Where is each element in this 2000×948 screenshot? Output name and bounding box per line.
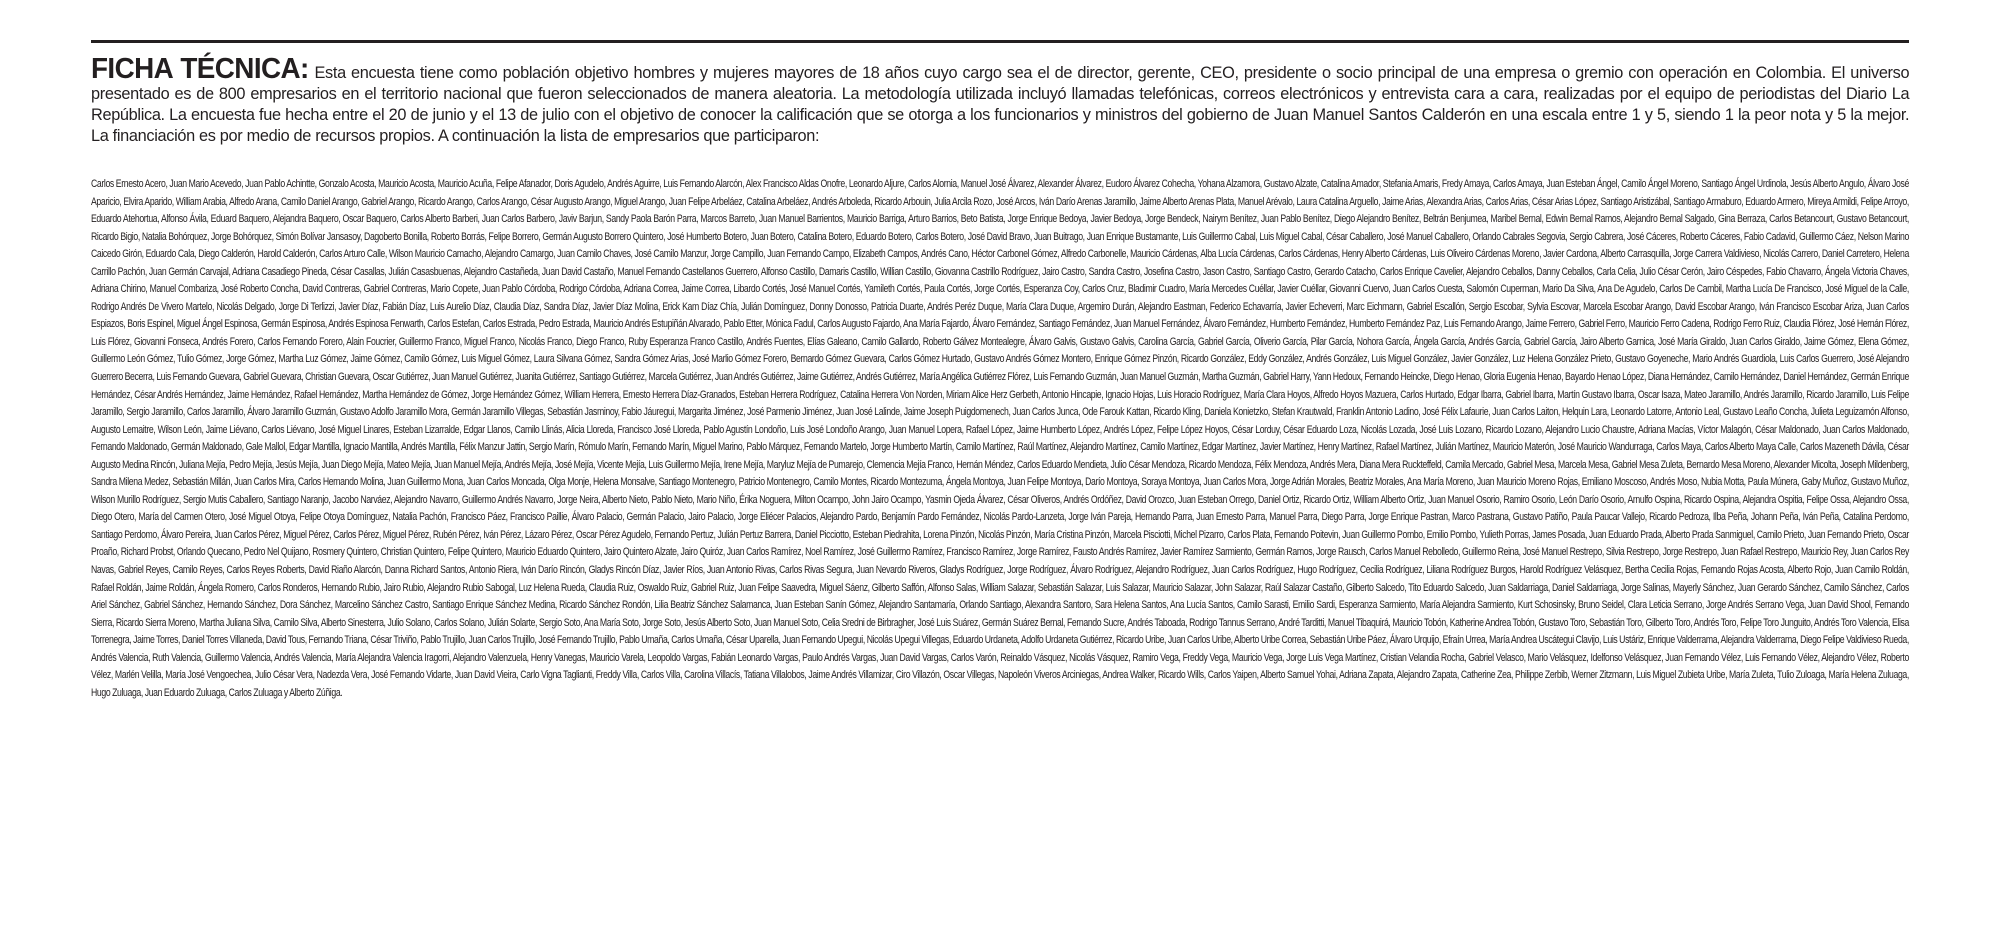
top-divider [91, 40, 1909, 43]
ficha-tecnica-paragraph [91, 53, 1910, 146]
participants-list: Carlos Ernesto Acero, Juan Mario Acevedo, Juan Pablo Achintte, Gonzalo Acosta, Mauricio Acosta, Mauricio Acuña, Felipe Afanador, Doris Agudelo, Andrés Aguirre, Luis Fernando Alarcón, Alex Francisco Aldas Onofre, Leonardo Aljure, Carlos Alornia, Manuel José Álvarez, Alexander Álvarez, Eudoro Álvarez Cohecha, Yohana Alzamora, Gustavo Alzate, Catalina Amador, Stefania Amaris, Fredy Amaya, Carlos Amaya, Juan Esteban Ángel, Camilo Ángel Moreno, Santiago Ángel Urdinola, Jesús Alberto Angulo, Álvaro José Aparicio, Elvira Aparido, William Arabia, Alfredo Arana, Camilo Daniel Arango, Gabriel Arango, Ricardo Arango, Carlos Arango, César Augusto Arango, Miguel Arango, Juan Felipe Arbeláez, Catalina Arbeláez, Andrés Arboleda, Ricardo Arbouin, Julia Arcila Rozo, José Arcos, Iván Darío Arenas Jaramillo, Jaime Alberto Arenas Plata, Manuel Arévalo, Laura Catalina Arguello, Jaime Arias, Alexandra Arias, Carlos Arias, César Arias López, Santiago Aristizábal, Santiago Armaburo, Eduardo Armero, Mireya Armildi, Felipe Arroyo, Eduardo Atehortua, Alfonso Ávila, Eduard Baquero, Alejandra Baquero, Oscar Baquero, Carlos Alberto Barberi, Juan Carlos Barbero, Javiv Barjun, Sandy Paola Barón Parra, Marcos Barreto, Juan Manuel Barrientos, Mauricio Barriga, Arturo Barrios, Beto Batista, Jorge Enrique Bedoya, Javier Bedoya, Jorge Bendeck, Nairym Benítez, Juan Pablo Benítez, Diego Alejandro Benítez, Beltrán Benjumea, Maribel Bernal, Edwin Bernal Ramos, Alejandro Bernal Salgado, Gina Berraza, Carlos Betancourt, Gustavo Betancourt, Ricardo Bigio, Natalia Bohórquez, Jorge Bohórquez, Simón Bolívar Jansasoy, Dagoberto Bonilla, Roberto Borrás, Felipe Borrero, Germán Augusto Borrero Quintero, José Humberto Botero, Juan Botero, Catalina Botero, Eduardo Botero, Carlos Botero, José David Bravo, Juan Buitrago, Juan Enrique Bustamante, Luis Guillermo Cabal, Luis Miguel Cabal, César Caballero, José Manuel Caballero, Orlando Cabrales Segovia, Sergio Cabrera, José Cáceres, Roberto Cáceres, Fabio Cadavid, Guillermo Cáez, Nelson Marino Caicedo Girón, Eduardo Cala, Diego Calderón, Harold Calderón, Carlos Arturo Calle, Wilson Mauricio Camacho, Alejandro Camargo, Juan Camilo Chaves, José Camilo Manzur, Jorge Campillo, Juan Fernando Campo, Elizabeth Campos, Andrés Cano, Héctor Carbonel Gómez, Alfredo Carbonelle, Mauricio Cárdenas, Alba Lucía Cárdenas, Carlos Cárdenas, Henry Alberto Cárdenas, Luis Oliveiro Cárdenas Moreno, Javier Cardona, Alberto Carrasquilla, Jorge Carrera Valdivieso, Nicolás Carrero, Daniel Carretero, Helena Carrillo Pachón, Juan Germán Carvajal, Adriana Casadiego Pineda, César Casallas, Julián Casasbuenas, Alejandro Castañeda, Juan David Castaño, Manuel Fernando Castellanos Guerrero, Alfonso Castillo, Damaris Castillo, Willian Castillo, Giovanna Castrillo Rodríguez, Jairo Castro, Sandra Castro, Josefina Castro, Jason Castro, Santiago Castro, Gerardo Catacho, Carlos Enrique Cavelier, Alejandro Ceballos, Danny Ceballos, Carla Celia, Julio César Cerón, Jairo Céspedes, Fabio Chavarro, Ángela Victoria Chaves, Adriana Chirino, Manuel Combariza, José Roberto Concha, David Contreras, Gabriel Contreras, Mario Copete, Juan Pablo Córdoba, Rodrigo Córdoba, Adriana Correa, Jaime Correa, Libardo Cortés, José Manuel Cortés, Yamileth Cortés, Paula Cortés, Jorge Cortés, Esperanza Coy, Carlos Cruz, Bladimir Cuadro, María Mercedes Cuéllar, Javier Cuéllar, Giovanni Cuervo, Juan Carlos Cuesta, Salomón Cuperman, Mario Da Silva, Ana De Agudelo, Carlos De Cambil, Martha Lucía De Francisco, José Miguel de la Calle, Rodrigo Andrés De Vivero Martelo, Nicolás Delgado, Jorge Di Terlizzi, Javier Díaz, Fabián Díaz, Luis Aurelio Díaz, Claudia Díaz, Sandra Díaz, Javier Díaz Molina, Erick Kam Díaz Chía, Julián Domínguez, Donny Donosso, Patricia Duarte, Andrés Peréz Duque, María Clara Duque, Argemiro Durán, Alejandro Eastman, Federico Echavarría, Javier Echeverri, Marc Eichmann, Gabriel Escallón, Sergio Escobar, Sylvia Escovar, Marcela Escobar Arango, David Escobar Arango, Iván Francisco Escobar Ariza, Juan Carlos Espiazos, Boris Espinel, Miguel Ángel Espinosa, Germán Espinosa, Andrés Espinosa Fenwarth, Carlos Estefan, Carlos Estrada, Pedro Estrada, Mauricio Andrés Estupiñán Alvarado, Pablo Etter, Mónica Fadul, Carlos Augusto Fajardo, Ana María Fajardo, Álvaro Fernández, Santiago Fernández, Juan Manuel Fernández, Álvaro Fernández, Humberto Fernández, Humberto Fernández Paz, Luis Fernando Arango, Jaime Ferrero, Gabriel Ferro, Mauricio Ferro Cadena, Rodrigo Ferro Ruiz, Claudia Flórez, José Hernán Flórez, Luis Flórez, Giovanni Fonseca, Andrés Forero, Carlos Fernando Forero, Alain Foucrier, Guillermo Franco, Miguel Franco, Nicolás Franco, Diego Franco, Ruby Esperanza Franco Castillo, Andrés Fuentes, Elías Galeano, Camilo Gallardo, Roberto Gálvez Montealegre, Álvaro Galvis, Gustavo Galvis, Carolina García, Gabriel García, Oliverio García, Pilar García, Nohora García, Ángela García, Andrés García, Gabriel García, Jairo Alberto Garnica, José María Giraldo, Juan Carlos Giraldo, Jaime Gómez, Elena Gómez, Guillermo León Gómez, Tulio Gómez, Jorge Gómez, Martha Luz Gómez, Jaime Gómez, Camilo Gómez, Luis Miguel Gómez, Laura Silvana Gómez, Sandra Gómez Arias, José Marlio Gómez Forero, Bernardo Gómez Guevara, Carlos Gómez Hurtado, Gustavo Andrés Gómez Montero, Enrique Gómez Pinzón, Ricardo González, Eddy González, Andrés González, Luis Miguel González, Javier González, Luz Helena González Prieto, Gustavo Goyeneche, Mario Andrés Guardiola, Luis Carlos Guerrero, José Alejandro Guerrero Becerra, Luis Fernando Guevara, Gabriel Guevara, Christian Guevara, Oscar Gutiérrez, Juan Manuel Gutiérrez, Juanita Gutiérrez, Santiago Gutiérrez, Marcela Gutiérrez, Juan Andrés Gutiérrez, Jaime Gutiérrez, Andrés Gutiérrez, María Angélica Gutiérrez Flórez, Luis Fernando Guzmán, Juan Manuel Guzmán, Martha Guzmán, Gabriel Harry, Yann Hedoux, Fernando Heincke, Diego Henao, Gloria Eugenia Henao, Bayardo Henao López, Diana Hernández, Camilo Hernández, Daniel Hernández, Germán Enrique Hernández, César Andrés Hernández, Jaime Hernández, Rafael Hernández, Martha Hernández de Gómez, Jorge Hernández Gómez, William Herrera, Ernesto Herrera Díaz-Granados, Esteban Herrera Rodríguez, Catalina Herrera Von Norden, Miriam Alice Herz Gerbeth, Antonio Hincapie, Ignacio Hojas, Luis Horacio Rodríguez, María Clara Hoyos, Alfredo Hoyos Mazuera, Carlos Hurtado, Edgar Ibarra, Gabriel Ibarra, Martín Gustavo Ibarra, Oscar Isaza, Mateo Jaramillo, Andrés Jaramillo, Ricardo Jaramillo, Luis Felipe Jaramillo, Sergio Jaramillo, Carlos Jaramillo, Álvaro Jaramillo Guzmán, Gustavo Adolfo Jaramillo Mora, Germán Jaramillo Villegas, Sebastián Jasminoy, Fabio Jáuregui, Margarita Jiménez, José Parmenio Jiménez, Juan José Lalinde, Jaime Joseph Puigdomenech, Juan Carlos Junca, Ode Farouk Kattan, Ricardo Kling, Daniela Konietzko, Stefan Krautwald, Franklin Antonio Ladino, José Félix Lafaurie, Juan Carlos Laiton, Helquin Lara, Leonardo Latorre, Antonio Leal, Gustavo Leaño Concha, Julieta Leguizamón Alfonso, Augusto Lemaitre, Wilson León, Jaime Liévano, Carlos Liévano, José Miguel Linares, Esteban Lizarralde, Edgar Llanos, Camilo Llinás, Alicia Lloreda, Francisco José Lloreda, Pablo Agustín Londoño, Luis José Londoño Arango, Juan Manuel Lopera, Rafael López, Jaime Humberto López, Andrés López, Felipe López Hoyos, César Lorduy, César Eduardo Loza, Nicolás Lozada, José Luis Lozano, Ricardo Lozano, Alejandro Lucio Chaustre, Adriana Macías, Víctor Malagón, César Maldonado, Juan Carlos Maldonado, Fernando Maldonado, Germán Maldonado, Gale Mallol, Edgar Mantilla, Ignacio Mantilla, Andrés Mantilla, Félix Manzur Jattin, Sergio Marín, Rómulo Marín, Fernando Marín, Miguel Marino, Pablo Márquez, Fernando Martelo, Jorge Humberto Martín, Camilo Martínez, Raúl Martínez, Alejandro Martínez, Camilo Martínez, Edgar Martínez, Javier Martínez, Henry Martínez, Rafael Martínez, Julián Martínez, Mauricio Materón, José Mauricio Wandurraga, Carlos Maya, Carlos Alberto Maya Calle, Carlos Mazeneth Dávila, César Augusto Medina Rincón, Juliana Mejía, Pedro Mejía, Jesús Mejía, Juan Diego Mejía, Mateo Mejía, Juan Manuel Mejía, Andrés Mejía, José Mejía, Vicente Mejía, Luis Guillermo Mejía, Irene Mejía, Maryluz Mejía de Pumarejo, Clemencia Mejía Franco, Hernán Méndez, Carlos Eduardo Mendieta, Julio César Mendoza, Ricardo Mendoza, Félix Mendoza, Andrés Mera, Diana Mera Ruckteffeld, Camila Mercado, Gabriel Mesa, Marcela Mesa, Gabriel Mesa Zuleta, Bernardo Mesa Moreno, Alexander Micolta, Joseph Mildenberg, Sandra Milena Medez, Sebastián Millán, Juan Carlos Mira, Carlos Hernando Molina, Juan Guillermo Mona, Juan Carlos Moncada, Olga Monje, Helena Monsalve, Santiago Montenegro, Patricio Montenegro, Camilo Montes, Ricardo Montezuma, Ángela Montoya, Juan Felipe Montoya, Darío Montoya, Soraya Montoya, Juan Carlos Mora, Jorge Adrián Morales, Beatriz Morales, Ana María Moreno, Juan Mauricio Moreno Rojas, Emiliano Moscoso, Andrés Moso, Nubia Motta, Paula Múnera, Gaby Muñoz, Gustavo Muñoz, Wilson Murillo Rodríguez, Sergio Mutis Caballero, Santiago Naranjo, Jacobo Narváez, Alejandro Navarro, Guillermo Andrés Navarro, Jorge Neira, Alberto Nieto, Pablo Nieto, Mario Niño, Érika Noguera, Milton Ocampo, John Jairo Ocampo, Yasmin Ojeda Álvarez, César Oliveros, Andrés Ordóñez, David Orozco, Juan Esteban Orrego, Daniel Ortiz, Ricardo Ortiz, William Alberto Ortiz, Juan Manuel Osorio, Ramiro Osorio, León Darío Osorio, Arnulfo Ospina, Ricardo Ospina, Alejandra Ospitia, Felipe Ossa, Alejandro Ossa, Diego Otero, María del Carmen Otero, José Miguel Otoya, Felipe Otoya Domínguez, Natalia Pachón, Francisco Páez, Francisco Paillie, Álvaro Palacio, Germán Palacio, Jairo Palacio, Jorge Eliécer Palacios, Alejandro Pardo, Benjamín Pardo Fernández, Nicolás Pardo-Lanzeta, Jorge Iván Pareja, Hernando Parra, Juan Ernesto Parra, Manuel Parra, Diego Parra, Jorge Enrique Pastran, Marco Pastrana, Gustavo Patiño, Paula Paucar Vallejo, Ricardo Pedroza, Ilba Peña, Johann Peña, Iván Peña, Catalina Perdomo, Santiago Perdomo, Álvaro Pereira, Juan Carlos Pérez, Miguel Pérez, Carlos Pérez, Miguel Pérez, Rubén Pérez, Iván Pérez, Lázaro Pérez, Oscar Pérez Agudelo, Fernando Pertuz, Julián Pertuz Barrera, Daniel Picciotto, Esteban Piedrahita, Lorena Pinzón, Nicolás Pinzón, María Cristina Pinzón, Marcela Pisciotti, Michel Pizarro, Carlos Plata, Fernando Poitevin, Juan Guillermo Pombo, Emilio Pombo, Yulieth Porras, James Posada, Juan Eduardo Prada, Alberto Prada Sanmiguel, Camilo Prieto, Juan Fernando Prieto, Oscar Proaño, Richard Probst, Orlando Quecano, Pedro Nel Quijano, Rosmery Quintero, Christian Quintero, Felipe Quintero, Mauricio Eduardo Quintero, Jairo Quintero Alzate, Jairo Quiróz, Juan Carlos Ramírez, Noel Ramírez, José Guillermo Ramírez, Francisco Ramírez, Jorge Ramírez, Fausto Andrés Ramírez, Javier Ramírez Sarmiento, Germán Ramos, Jorge Rausch, Carlos Manuel Rebolledo, Guillermo Reina, José Manuel Restrepo, Silvia Restrepo, Jorge Restrepo, Juan Rafael Restrepo, Mauricio Rey, Juan Carlos Rey Navas, Gabriel Reyes, Camilo Reyes, Carlos Reyes Roberts, David Riaño Alarcón, Danna Richard Santos, Antonio Riera, Iván Darío Rincón, Gladys Rincón Díaz, Javier Ríos, Juan Antonio Rivas, Carlos Rivas Segura, Juan Nevardo Riveros, Gladys Rodríguez, Jorge Rodríguez, Álvaro Rodríguez, Alejandro Rodríguez, Juan Carlos Rodríguez, Hugo Rodríguez, Cecilia Rodríguez, Liliana Rodríguez Burgos, Harold Rodríguez Velásquez, Bertha Cecilia Rojas, Fernando Rojas Acosta, Alberto Rojo, Juan Camilo Roldán, Rafael Roldán, Jaime Roldán, Ángela Romero, Carlos Ronderos, Hernando Rubio, Jairo Rubio, Alejandro Rubio Sabogal, Luz Helena Rueda, Claudia Ruiz, Oswaldo Ruiz, Gabriel Ruiz, Juan Felipe Saavedra, Miguel Sáenz, Gilberto Saffón, Alfonso Salas, William Salazar, Sebastián Salazar, Luis Salazar, Mauricio Salazar, John Salazar, Raúl Salazar Castaño, Gilberto Salcedo, Tito Eduardo Salcedo, Juan Saldarriaga, Daniel Saldarriaga, Jorge Salinas, Mayerly Sánchez, Juan Gerardo Sánchez, Camilo Sánchez, Carlos Ariel Sánchez, Gabriel Sánchez, Hernando Sánchez, Dora Sánchez, Marcelino Sánchez Castro, Santiago Enrique Sánchez Medina, Ricardo Sánchez Rondón, Lilia Beatriz Sánchez Salamanca, Juan Esteban Sanín Gómez, Alejandro Santamaría, Orlando Santiago, Alexandra Santoro, Sara Helena Santos, Ana Lucía Santos, Camilo Sarasti, Emilio Sardi, Esperanza Sarmiento, María Alejandra Sarmiento, Kurt Schosinsky, Bruno Seidel, Clara Leticia Serrano, Jorge Andrés Serrano Vega, Juan David Shool, Fernando Sierra, Ricardo Sierra Moreno, Martha Juliana Silva, Camilo Silva, Alberto Sinesterra, Julio Solano, Carlos Solano, Julián Solarte, Sergio Soto, Ana María Soto, Jorge Soto, Jesús Alberto Soto, Juan Manuel Soto, Celia Sredni de Birbragher, José Luis Suárez, Germán Suárez Bernal, Fernando Sucre, Andrés Taboada, Rodrigo Tannus Serrano, André Tarditti, Manuel Tibaquirá, Mauricio Tobón, Katherine Andrea Tobón, Gustavo Toro, Sebastián Toro, Gilberto Toro, Andrés Toro, Felipe Toro Junguito, Andrés Toro Valencia, Elisa Torrenegra, Jaime Torres, Daniel Torres Villaneda, David Tous, Fernando Triana, César Triviño, Pablo Trujillo, Juan Carlos Trujillo, José Fernando Trujillo, Pablo Umaña, Carlos Umaña, César Uparella, Juan Fernando Upegui, Nicolás Upegui Villegas, Eduardo Urdaneta, Adolfo Urdaneta Gutiérrez, Ricardo Uribe, Juan Carlos Uribe, Alberto Uribe Correa, Sebastián Uribe Páez, Álvaro Urquijo, Efraín Urrea, María Andrea Uscátegui Clavijo, Luis Ustáriz, Enrique Valderrama, Alejandra Valderrama, Diego Felipe Valdivieso Rueda, Andrés Valencia, Ruth Valencia, Guillermo Valencia, Andrés Valencia, María Alejandra Valencia Iragorri, Alejandro Valenzuela, Henry Vanegas, Mauricio Varela, Leopoldo Vargas, Fabián Leonardo Vargas, Paulo Andrés Vargas, Juan David Vargas, Carlos Varón, Reinaldo Vásquez, Nicolás Vásquez, Ramiro Vega, Freddy Vega, Mauricio Vega, Jorge Luis Vega Martínez, Cristian Velandia Rocha, Gabriel Velasco, Mario Velásquez, Idelfonso Velásquez, Juan Fernando Vélez, Luis Fernando Vélez, Alejandro Vélez, Roberto Vélez, Marlén Velilla, María José Vengoechea, Julio César Vera, Nadezda Vera, José Fernando Vidarte, Juan David Vieira, Carlo Vigna Taglianti, Freddy Villa, Carlos Villa, Carolina Villacís, Tatiana Villalobos, Jaime Andrés Villamizar, Ciro Villazón, Oscar Villegas, Napoleón Viveros Arciniegas, Andrea Walker, Ricardo Wills, Carlos Yaipen, Alberto Samuel Yohai, Adriana Zapata, Alejandro Zapata, Catherine Zea, Philippe Zerbib, Werner Zitzmann, Luis Miguel Zubieta Uribe, María Zuleta, Tulio Zuloaga, María Helena Zuluaga, Hugo Zuluaga, Juan Eduardo Zuluaga, Carlos Zuluaga y Alberto Zúñiga. [91, 178, 1909, 699]
ficha-tecnica-body: Esta encuesta tiene como población objetivo hombres y mujeres mayores de 18 años cuyo cargo sea el de director, gerente, CEO, presidente o socio principal de una empresa o gremio con operación en Colombia. El universo presentado es de 800 empresarios en el territorio nacional que fueron seleccionados de manera aleatoria. La metodología utilizada incluyó llamadas telefónicas, correos electrónicos y entrevista cara a cara, realizadas por el equipo de periodistas del Diario La República. La encuesta fue hecha entre el 20 de junio y el 13 de julio con el objetivo de conocer la calificación que se otorga a los funcionarios y ministros del gobierno de Juan Manuel Santos Calderón en una escala entre 1 y 5, siendo 1 la peor nota y 5 la mejor. La financiación es por medio de recursos propios. A continuación la lista de empresarios que participaron: [91, 63, 1910, 145]
ficha-tecnica-heading: FICHA TÉCNICA: [91, 53, 309, 85]
ficha-tecnica-section [91, 40, 1909, 713]
